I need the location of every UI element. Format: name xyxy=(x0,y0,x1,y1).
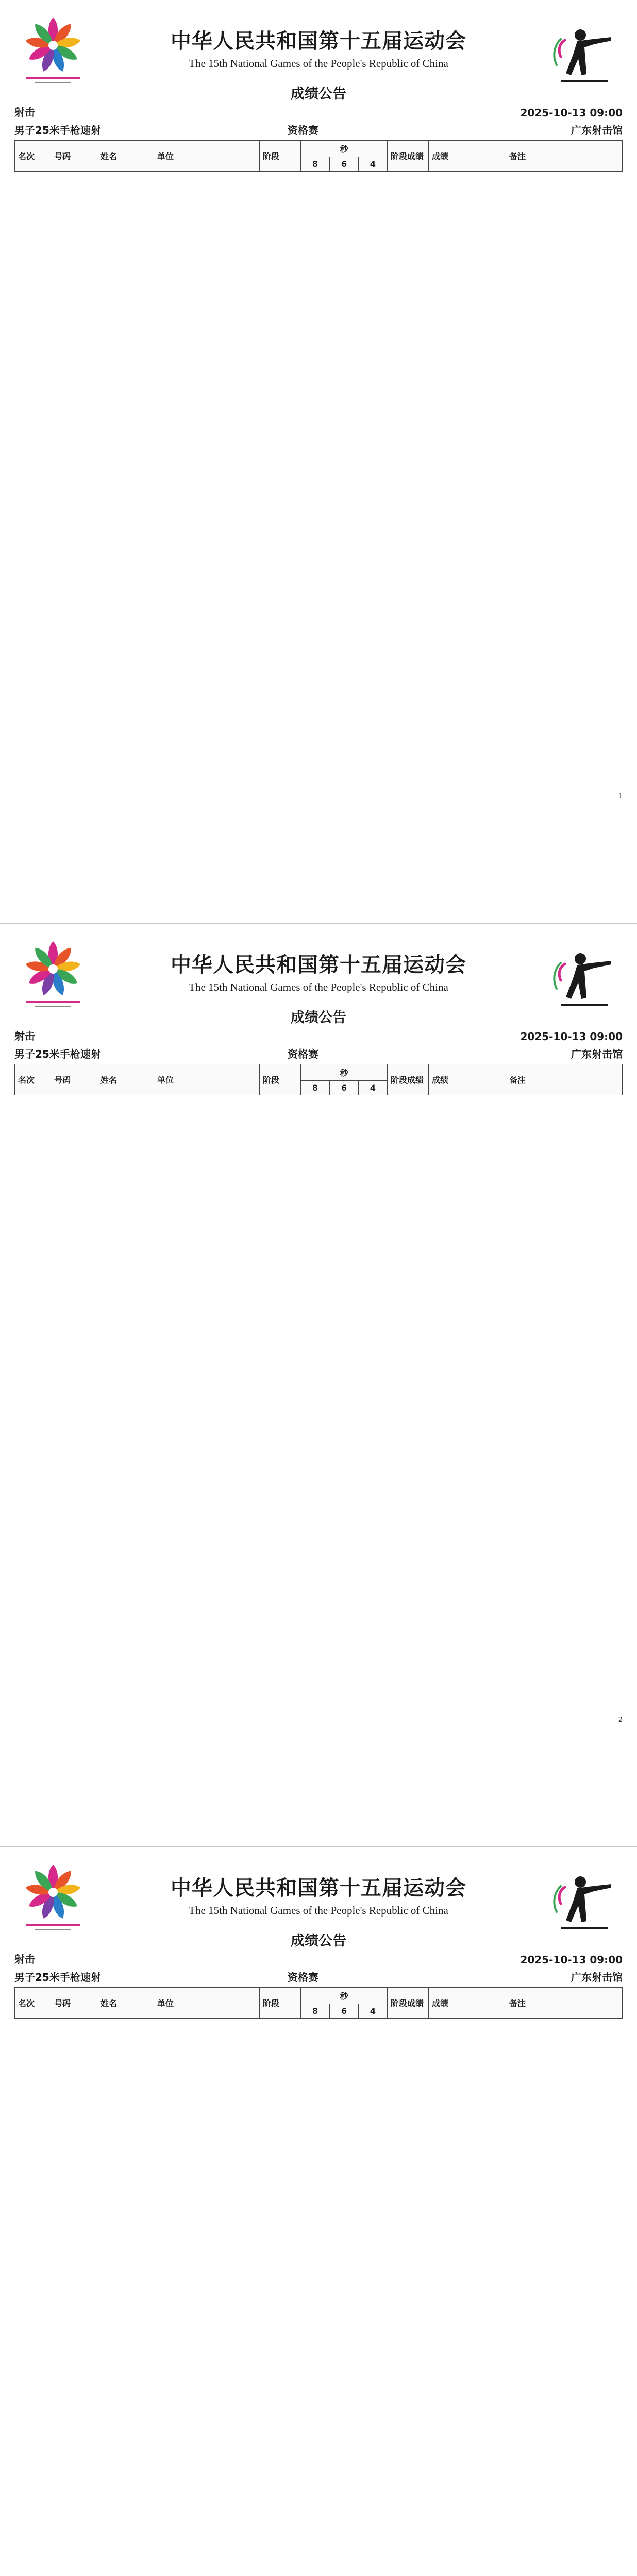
col-header-seconds: 秒 xyxy=(301,1064,388,1081)
page-number: 1 xyxy=(618,792,623,800)
discipline-label: 射击 xyxy=(14,106,35,118)
datetime-label: 2025-10-13 09:00 xyxy=(520,1030,623,1043)
col-header-rank: 名次 xyxy=(15,141,51,172)
games-title-en: The 15th National Games of the People's Republic of China xyxy=(189,1904,448,1917)
col-header-team: 单位 xyxy=(154,141,260,172)
col-header-4s: 4 xyxy=(359,1081,388,1095)
col-header-result: 成绩 xyxy=(429,141,506,172)
col-header-8s: 8 xyxy=(301,1081,330,1095)
col-header-4s: 4 xyxy=(359,157,388,172)
col-header-rank: 名次 xyxy=(15,1988,51,2019)
shooting-pictogram-icon xyxy=(545,937,623,1014)
notice-title: 成绩公告 xyxy=(291,1933,346,1949)
event-info xyxy=(14,1969,318,1984)
table-body-area xyxy=(14,2019,623,2576)
page-number: 2 xyxy=(618,1716,623,1724)
header-row-1 xyxy=(15,1064,623,1081)
col-header-stage-total: 阶段成绩 xyxy=(388,1064,429,1095)
header-row-1 xyxy=(15,141,623,157)
shooting-pictogram-icon xyxy=(545,13,623,91)
header-row-1 xyxy=(15,1988,623,2004)
page-footer xyxy=(14,789,623,800)
phase-label: 资格赛 xyxy=(288,1971,318,1984)
games-title-cn: 中华人民共和国第十五届运动会 xyxy=(171,1876,466,1900)
col-header-result: 成绩 xyxy=(429,1064,506,1095)
results-table xyxy=(14,1987,623,2019)
col-header-stage: 阶段 xyxy=(260,1064,301,1095)
results-page xyxy=(0,1846,637,2576)
venue-label: 广东射击馆 xyxy=(571,1971,623,1984)
col-header-remarks: 备注 xyxy=(506,141,623,172)
page-footer xyxy=(14,1713,623,1724)
col-header-seconds: 秒 xyxy=(301,141,388,157)
notice-title: 成绩公告 xyxy=(291,86,346,102)
event-info xyxy=(14,1046,318,1061)
notice-title: 成绩公告 xyxy=(291,1010,346,1026)
col-header-seconds: 秒 xyxy=(301,1988,388,2004)
results-page xyxy=(0,923,637,1846)
meta-row-discipline xyxy=(14,1951,623,1966)
national-games-logo-icon xyxy=(14,1860,92,1938)
title-block xyxy=(92,1860,545,1950)
games-title-en: The 15th National Games of the People's Republic of China xyxy=(189,57,448,70)
col-header-name: 姓名 xyxy=(97,141,154,172)
results-table-head xyxy=(15,1064,623,1095)
discipline-label: 射击 xyxy=(14,1030,35,1042)
phase-label: 资格赛 xyxy=(288,124,318,137)
col-header-team: 单位 xyxy=(154,1988,260,2019)
col-header-name: 姓名 xyxy=(97,1064,154,1095)
col-header-stage: 阶段 xyxy=(260,141,301,172)
venue-label: 广东射击馆 xyxy=(571,124,623,137)
col-header-6s: 6 xyxy=(330,157,359,172)
col-header-6s: 6 xyxy=(330,1081,359,1095)
col-header-team: 单位 xyxy=(154,1064,260,1095)
col-header-stage-total: 阶段成绩 xyxy=(388,141,429,172)
venue-label: 广东射击馆 xyxy=(571,1048,623,1060)
national-games-logo-icon xyxy=(14,13,92,91)
games-title-en: The 15th National Games of the People's Republic of China xyxy=(189,981,448,993)
meta-row-event xyxy=(14,1046,623,1061)
col-header-result: 成绩 xyxy=(429,1988,506,2019)
col-header-bib: 号码 xyxy=(51,1064,97,1095)
col-header-8s: 8 xyxy=(301,2004,330,2019)
meta-row-event xyxy=(14,122,623,137)
col-header-remarks: 备注 xyxy=(506,1064,623,1095)
col-header-name: 姓名 xyxy=(97,1988,154,2019)
table-body-area xyxy=(14,172,623,774)
event-info xyxy=(14,122,318,137)
results-table xyxy=(14,1064,623,1095)
page-banner xyxy=(14,1860,623,1949)
datetime-label: 2025-10-13 09:00 xyxy=(520,1954,623,1966)
title-block xyxy=(92,13,545,103)
meta-row-event xyxy=(14,1969,623,1984)
meta-row-discipline xyxy=(14,104,623,119)
col-header-bib: 号码 xyxy=(51,1988,97,2019)
event-label: 男子25米手枪速射 xyxy=(14,1048,101,1060)
event-label: 男子25米手枪速射 xyxy=(14,124,101,137)
col-header-4s: 4 xyxy=(359,2004,388,2019)
results-table xyxy=(14,140,623,172)
results-page xyxy=(0,0,637,923)
datetime-label: 2025-10-13 09:00 xyxy=(520,107,623,119)
shooting-pictogram-icon xyxy=(545,1860,623,1938)
title-block xyxy=(92,937,545,1026)
results-table-head xyxy=(15,141,623,172)
table-body-area xyxy=(14,1095,623,1698)
phase-label: 资格赛 xyxy=(288,1048,318,1060)
results-table-head xyxy=(15,1988,623,2019)
col-header-stage: 阶段 xyxy=(260,1988,301,2019)
col-header-remarks: 备注 xyxy=(506,1988,623,2019)
col-header-bib: 号码 xyxy=(51,141,97,172)
event-label: 男子25米手枪速射 xyxy=(14,1971,101,1984)
games-title-cn: 中华人民共和国第十五届运动会 xyxy=(171,29,466,53)
page-banner xyxy=(14,13,623,102)
col-header-rank: 名次 xyxy=(15,1064,51,1095)
discipline-label: 射击 xyxy=(14,1953,35,1965)
col-header-8s: 8 xyxy=(301,157,330,172)
col-header-stage-total: 阶段成绩 xyxy=(388,1988,429,2019)
meta-row-discipline xyxy=(14,1028,623,1043)
page-banner xyxy=(14,937,623,1026)
national-games-logo-icon xyxy=(14,937,92,1014)
games-title-cn: 中华人民共和国第十五届运动会 xyxy=(171,953,466,977)
col-header-6s: 6 xyxy=(330,2004,359,2019)
